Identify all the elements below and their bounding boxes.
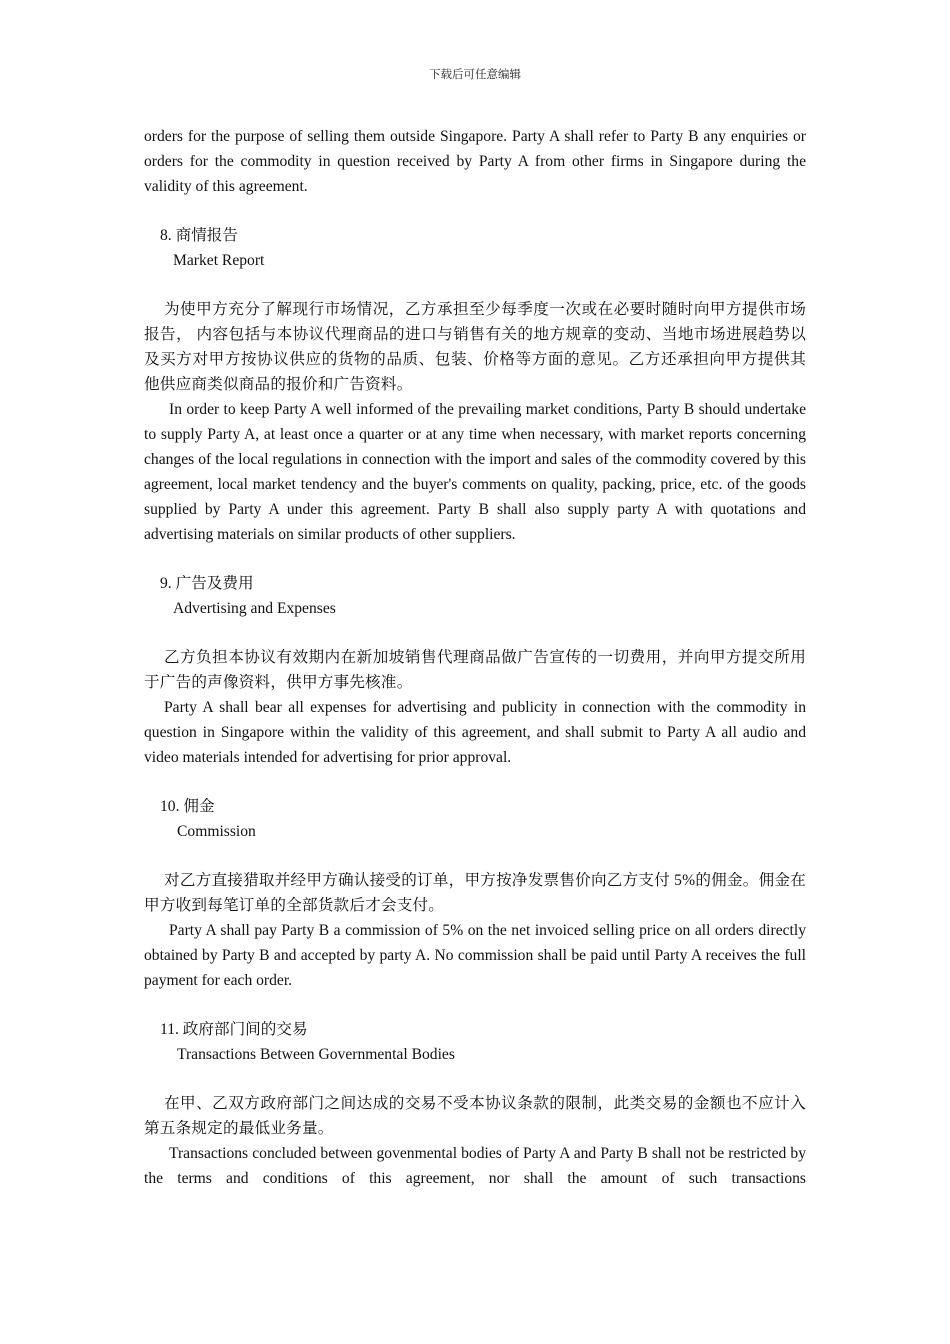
spacer xyxy=(144,273,806,297)
page-header-note: 下载后可任意编辑 xyxy=(429,69,521,81)
section-heading-cn: 10. 佣金 xyxy=(160,798,215,815)
section-body-en: Party A shall bear all expenses for advertising and publicity in connection with the commodity in question in Singapore within the validity of this agreement, and shall submit to Party A all audio and video materials intended for advertising for prior approval. xyxy=(144,699,806,766)
section-heading-cn: 9. 广告及费用 xyxy=(160,575,254,592)
section-market-report xyxy=(144,223,806,547)
intro-paragraph: orders for the purpose of selling them outside Singapore. Party A shall refer to Party B any enquiries or orders for the commodity in question received by Party A from other firms in Singapore during the validity of this agreement. xyxy=(144,128,806,195)
section-body-en: In order to keep Party A well informed of the prevailing market conditions, Party B should undertake to supply Party A, at least once a quarter or at any time when necessary, with market reports concerning changes of the local regulations in connection with the import and sales of the commodity covered by this agreement, local market tendency and the buyer's comments on quality, packing, price, etc. of the goods supplied by Party A under this agreement. Party B shall also supply party A with quotations and advertising materials on similar products of other suppliers. xyxy=(144,401,806,543)
section-heading-cn: 11. 政府部门间的交易 xyxy=(160,1021,308,1038)
section-governmental-transactions xyxy=(144,1017,806,1191)
spacer xyxy=(144,547,806,571)
section-body-en: Party A shall pay Party B a commission of 5% on the net invoiced selling price on all orders directly obtained by Party B and accepted by party A. No commission shall be paid until Party A receives the full payment for each order. xyxy=(144,922,806,989)
spacer xyxy=(144,844,806,868)
section-body-cn: 为使甲方充分了解现行市场情况，乙方承担至少每季度一次或在必要时随时向甲方提供市场报告， 内容包括与本协议代理商品的进口与销售有关的地方规章的变动、当地市场进展趋势以及买方对甲方按协议供应的货物的品质、包装、价格等方面的意见。乙方还承担向甲方提供其他供应商类似商品的报价和广告资料。 xyxy=(144,301,806,393)
section-heading-en: Commission xyxy=(177,823,256,840)
section-advertising-expenses xyxy=(144,571,806,770)
section-heading-en: Market Report xyxy=(173,252,265,269)
section-heading-en: Transactions Between Governmental Bodies xyxy=(177,1046,455,1063)
section-body-en: Transactions concluded between govenmental bodies of Party A and Party B shall not be restricted by the terms and conditions of this agreement, nor shall the amount of such transactions xyxy=(144,1145,806,1187)
spacer xyxy=(144,199,806,223)
spacer xyxy=(144,1067,806,1091)
section-heading-cn: 8. 商情报告 xyxy=(160,227,238,244)
spacer xyxy=(144,621,806,645)
section-body-cn: 乙方负担本协议有效期内在新加坡销售代理商品做广告宣传的一切费用，并向甲方提交所用于广告的声像资料，供甲方事先核准。 xyxy=(144,649,806,691)
section-body-cn: 对乙方直接猎取并经甲方确认接受的订单，甲方按净发票售价向乙方支付 5%的佣金。佣金在甲方收到每笔订单的全部货款后才会支付。 xyxy=(144,872,806,914)
section-body-cn: 在甲、乙双方政府部门之间达成的交易不受本协议条款的限制，此类交易的金额也不应计入第五条规定的最低业务量。 xyxy=(144,1095,806,1137)
spacer xyxy=(144,993,806,1017)
document-body xyxy=(144,124,806,1191)
spacer xyxy=(144,770,806,794)
section-commission xyxy=(144,794,806,993)
section-heading-en: Advertising and Expenses xyxy=(173,600,336,617)
